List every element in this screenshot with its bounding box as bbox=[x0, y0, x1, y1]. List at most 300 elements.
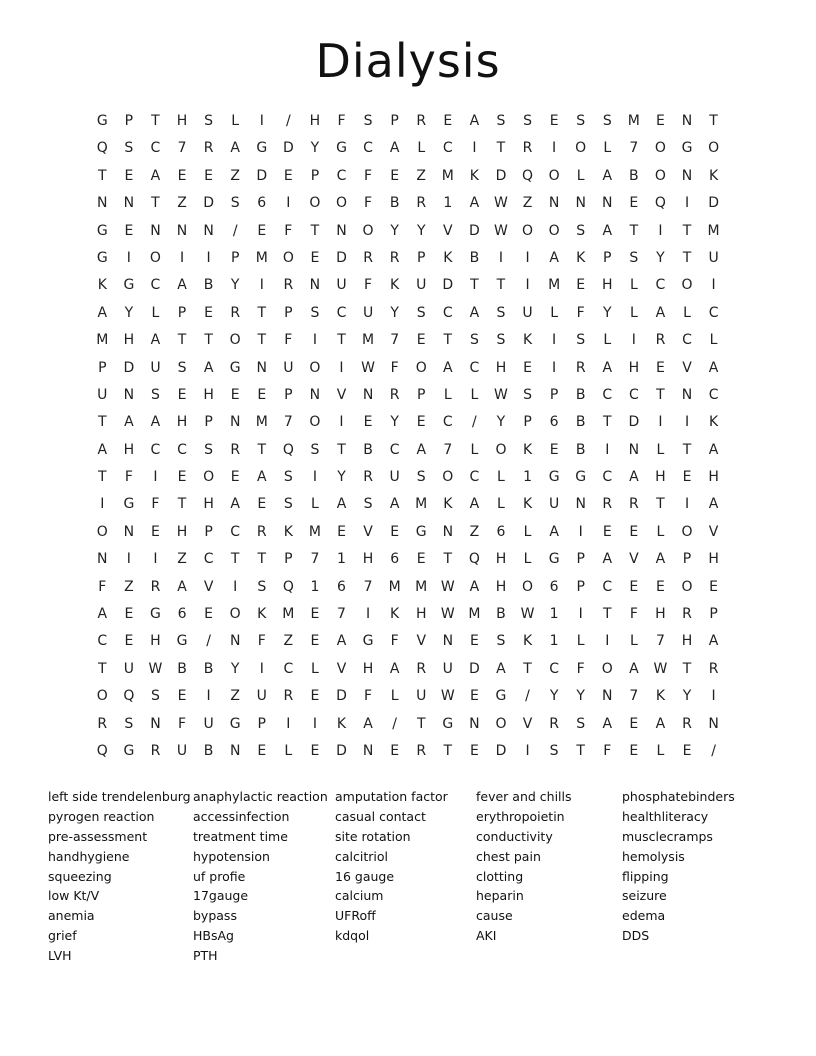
grid-letter: Y bbox=[390, 414, 399, 431]
grid-letter: E bbox=[629, 742, 639, 759]
grid-letter: P bbox=[230, 249, 240, 266]
grid-letter: R bbox=[363, 469, 373, 486]
grid-letter: T bbox=[257, 332, 267, 349]
grid-letter: T bbox=[443, 551, 453, 568]
grid-letter: B bbox=[203, 660, 214, 677]
grid-letter: V bbox=[203, 578, 214, 595]
grid-letter: O bbox=[681, 523, 693, 540]
grid-letter: I bbox=[312, 715, 317, 732]
grid-letter: I bbox=[312, 469, 317, 486]
grid-letter: E bbox=[656, 113, 665, 129]
grid-letter: E bbox=[469, 633, 479, 650]
grid-letter: M bbox=[468, 606, 481, 623]
grid-letter: E bbox=[124, 633, 134, 650]
grid-letter: O bbox=[282, 249, 294, 266]
grid-letter: H bbox=[602, 277, 613, 294]
word-list-item: pre-assessment bbox=[48, 828, 148, 844]
grid-letter: L bbox=[523, 551, 532, 568]
grid-letter: R bbox=[389, 249, 400, 266]
grid-letter: R bbox=[283, 277, 294, 294]
grid-letter: T bbox=[629, 222, 639, 239]
grid-letter: Y bbox=[576, 688, 585, 705]
grid-letter: W bbox=[440, 606, 455, 623]
grid-letter: N bbox=[575, 496, 586, 513]
grid-letter: G bbox=[548, 469, 560, 486]
word-list-item: chest pain bbox=[476, 848, 541, 864]
word-list-item: grief bbox=[48, 927, 77, 943]
grid-letter: G bbox=[123, 496, 135, 513]
word-list-item: accessinfection bbox=[193, 809, 290, 825]
grid-letter: T bbox=[470, 277, 479, 294]
word-list-column bbox=[335, 787, 476, 965]
grid-letter: D bbox=[282, 140, 294, 157]
grid-letter: T bbox=[257, 551, 267, 568]
grid-letter: U bbox=[522, 304, 533, 321]
grid-letter: C bbox=[442, 414, 453, 431]
word-list-item: anaphylactic reaction bbox=[193, 789, 328, 805]
grid-letter: H bbox=[176, 414, 188, 431]
grid-letter: V bbox=[336, 660, 347, 677]
word-list-item: edema bbox=[622, 908, 666, 924]
grid-letter: C bbox=[708, 386, 719, 403]
grid-letter: R bbox=[416, 660, 427, 677]
grid-letter: U bbox=[362, 304, 374, 321]
grid-letter: S bbox=[177, 359, 187, 376]
grid-letter: H bbox=[362, 660, 374, 677]
grid-letter: E bbox=[310, 249, 320, 266]
grid-letter: F bbox=[629, 606, 638, 623]
grid-letter: N bbox=[309, 386, 321, 403]
grid-letter: E bbox=[151, 523, 160, 540]
grid-letter: N bbox=[97, 551, 108, 568]
grid-letter: L bbox=[629, 304, 638, 321]
grid-letter: I bbox=[631, 332, 636, 349]
grid-letter: G bbox=[548, 551, 560, 568]
grid-letter: Q bbox=[96, 742, 108, 759]
grid-letter: / bbox=[472, 414, 477, 431]
grid-letter: D bbox=[468, 222, 480, 239]
grid-letter: Z bbox=[283, 633, 294, 650]
grid-letter: R bbox=[682, 606, 692, 623]
grid-letter: E bbox=[310, 606, 320, 623]
grid-letter: C bbox=[283, 660, 294, 677]
grid-letter: L bbox=[497, 496, 505, 513]
grid-letter: T bbox=[682, 441, 692, 458]
grid-letter: I bbox=[498, 249, 504, 266]
grid-row bbox=[89, 327, 727, 354]
grid-letter: E bbox=[283, 167, 293, 184]
grid-row bbox=[89, 628, 727, 655]
grid-letter: E bbox=[230, 469, 240, 486]
grid-letter: P bbox=[417, 249, 426, 266]
word-list bbox=[48, 787, 780, 965]
grid-letter: A bbox=[629, 660, 639, 677]
grid-letter: E bbox=[124, 167, 134, 184]
grid-letter: I bbox=[100, 496, 105, 513]
grid-letter: S bbox=[496, 633, 506, 650]
word-list-item: HBsAg bbox=[193, 927, 234, 943]
grid-row bbox=[89, 601, 727, 628]
grid-letter: C bbox=[389, 441, 400, 458]
grid-letter: E bbox=[204, 606, 214, 623]
grid-letter: U bbox=[389, 469, 400, 486]
grid-letter: P bbox=[124, 113, 134, 129]
grid-letter: 6 bbox=[257, 195, 267, 212]
grid-letter: B bbox=[496, 606, 506, 623]
grid-letter: A bbox=[708, 496, 719, 513]
grid-letter: I bbox=[472, 140, 477, 157]
grid-letter: S bbox=[283, 469, 293, 486]
grid-letter: O bbox=[309, 195, 321, 212]
grid-letter: L bbox=[231, 113, 240, 129]
grid-letter: C bbox=[150, 277, 161, 294]
grid-letter: H bbox=[415, 606, 427, 623]
grid-letter: / bbox=[285, 113, 291, 129]
word-list-item: amputation factor bbox=[335, 789, 448, 805]
grid-letter: D bbox=[336, 249, 347, 266]
grid-letter: O bbox=[548, 222, 560, 239]
grid-letter: I bbox=[126, 249, 131, 266]
grid-letter: F bbox=[576, 304, 585, 321]
grid-letter: S bbox=[576, 113, 586, 129]
grid-letter: H bbox=[655, 469, 666, 486]
grid-letter: R bbox=[203, 140, 214, 157]
grid-row bbox=[89, 355, 727, 382]
word-list-item: DDS bbox=[622, 927, 650, 943]
grid-letter: H bbox=[150, 633, 161, 650]
grid-letter: P bbox=[284, 386, 293, 403]
grid-letter: A bbox=[708, 441, 719, 458]
grid-letter: T bbox=[151, 195, 160, 212]
grid-letter: H bbox=[495, 578, 507, 595]
word-list-item: UFRoff bbox=[335, 908, 376, 924]
grid-letter: E bbox=[257, 386, 267, 403]
grid-letter: F bbox=[576, 660, 585, 677]
word-list-item: heparin bbox=[476, 888, 524, 904]
grid-letter: I bbox=[525, 277, 530, 294]
grid-letter: T bbox=[656, 496, 665, 513]
grid-letter: N bbox=[229, 633, 241, 650]
grid-letter: F bbox=[151, 496, 160, 513]
grid-letter: S bbox=[204, 441, 214, 458]
grid-letter: B bbox=[389, 195, 400, 212]
grid-letter: T bbox=[576, 742, 585, 759]
grid-letter: A bbox=[389, 496, 400, 513]
grid-letter: V bbox=[682, 359, 692, 376]
grid-letter: R bbox=[416, 195, 427, 212]
grid-letter: E bbox=[629, 195, 639, 212]
grid-letter: L bbox=[497, 469, 505, 486]
grid-letter: S bbox=[629, 249, 639, 266]
grid-letter: R bbox=[230, 304, 241, 321]
grid-letter: A bbox=[655, 715, 666, 732]
grid-row bbox=[89, 464, 727, 491]
word-list-item: 17gauge bbox=[193, 888, 249, 904]
grid-letter: T bbox=[98, 469, 107, 486]
grid-letter: D bbox=[495, 742, 507, 759]
grid-letter: C bbox=[655, 277, 666, 294]
grid-letter: L bbox=[550, 304, 559, 321]
grid-letter: O bbox=[601, 660, 613, 677]
grid-letter: L bbox=[656, 523, 665, 540]
grid-letter: P bbox=[204, 414, 213, 431]
word-list-item: clotting bbox=[476, 868, 524, 884]
grid-row bbox=[89, 108, 727, 135]
grid-letter: N bbox=[469, 715, 480, 732]
grid-letter: O bbox=[654, 140, 666, 157]
grid-letter: E bbox=[337, 523, 346, 540]
grid-letter: R bbox=[682, 715, 692, 732]
grid-letter: I bbox=[711, 688, 716, 705]
grid-letter: N bbox=[602, 195, 613, 212]
grid-letter: A bbox=[602, 167, 613, 184]
grid-letter: I bbox=[179, 249, 185, 266]
grid-letter: O bbox=[681, 578, 693, 595]
grid-letter: C bbox=[150, 441, 161, 458]
grid-letter: T bbox=[443, 742, 453, 759]
grid-letter: T bbox=[257, 304, 267, 321]
grid-letter: M bbox=[255, 414, 268, 431]
grid-letter: T bbox=[310, 222, 320, 239]
grid-letter: Y bbox=[310, 140, 320, 157]
grid-letter: M bbox=[707, 222, 720, 239]
grid-letter: B bbox=[575, 441, 586, 458]
grid-letter: I bbox=[658, 222, 663, 239]
grid-letter: C bbox=[97, 633, 108, 650]
grid-letter: L bbox=[151, 304, 160, 321]
word-list-item: 16 gauge bbox=[335, 868, 395, 884]
grid-letter: 7 bbox=[310, 551, 320, 568]
word-list-item: casual contact bbox=[335, 809, 426, 825]
grid-letter: Y bbox=[230, 277, 240, 294]
grid-letter: W bbox=[494, 195, 508, 212]
grid-letter: P bbox=[417, 386, 426, 403]
grid-letter: E bbox=[257, 496, 267, 513]
grid-letter: A bbox=[549, 523, 559, 540]
word-list-item: calcium bbox=[335, 888, 384, 904]
grid-letter: Z bbox=[124, 578, 134, 595]
word-list-item: AKI bbox=[476, 927, 497, 943]
grid-row bbox=[89, 409, 727, 436]
grid-letter: 7 bbox=[390, 332, 400, 349]
grid-letter: B bbox=[469, 249, 480, 266]
grid-letter: G bbox=[176, 633, 188, 650]
word-list-item: uf profie bbox=[193, 868, 246, 884]
grid-letter: F bbox=[364, 195, 373, 212]
grid-letter: M bbox=[96, 332, 109, 349]
grid-row bbox=[89, 272, 727, 299]
grid-letter: Y bbox=[602, 304, 612, 321]
grid-letter: R bbox=[230, 441, 241, 458]
grid-letter: H bbox=[176, 113, 188, 129]
grid-letter: K bbox=[708, 414, 719, 431]
grid-letter: R bbox=[389, 386, 400, 403]
grid-letter: 6 bbox=[390, 551, 400, 568]
grid-letter: C bbox=[336, 304, 347, 321]
grid-letter: O bbox=[229, 332, 241, 349]
grid-row bbox=[89, 738, 727, 765]
word-list-item: fever and chills bbox=[476, 789, 572, 805]
grid-letter: E bbox=[443, 113, 453, 129]
grid-letter: C bbox=[177, 441, 187, 458]
grid-letter: 6 bbox=[177, 606, 187, 623]
grid-letter: S bbox=[124, 140, 134, 157]
grid-letter: T bbox=[98, 660, 107, 677]
grid-letter: Q bbox=[468, 551, 480, 568]
grid-letter: A bbox=[469, 304, 480, 321]
grid-letter: P bbox=[682, 551, 692, 568]
grid-letter: I bbox=[153, 551, 158, 568]
grid-letter: B bbox=[575, 414, 586, 431]
grid-letter: R bbox=[150, 578, 161, 595]
grid-letter: V bbox=[416, 633, 427, 650]
grid-letter: K bbox=[283, 523, 293, 540]
grid-letter: S bbox=[124, 715, 134, 732]
grid-letter: H bbox=[362, 551, 374, 568]
word-list-item: left side trendelenburg bbox=[48, 789, 191, 805]
grid-letter: N bbox=[575, 195, 586, 212]
grid-letter: Q bbox=[282, 578, 294, 595]
word-list-item: low Kt/V bbox=[48, 888, 100, 904]
grid-letter: E bbox=[469, 742, 479, 759]
grid-letter: I bbox=[684, 195, 690, 212]
grid-letter: T bbox=[337, 332, 346, 349]
grid-letter: M bbox=[627, 113, 640, 129]
grid-letter: A bbox=[708, 633, 719, 650]
grid-letter: L bbox=[576, 633, 585, 650]
grid-letter: P bbox=[257, 715, 266, 732]
grid-letter: E bbox=[310, 633, 320, 650]
grid-letter: 7 bbox=[283, 414, 293, 431]
grid-letter: C bbox=[442, 304, 453, 321]
grid-letter: P bbox=[177, 304, 187, 321]
grid-letter: O bbox=[335, 195, 347, 212]
grid-letter: L bbox=[629, 633, 638, 650]
grid-letter: P bbox=[523, 414, 532, 431]
grid-letter: A bbox=[469, 496, 480, 513]
grid-letter: M bbox=[441, 167, 454, 184]
grid-letter: O bbox=[522, 222, 534, 239]
grid-letter: Q bbox=[282, 441, 294, 458]
grid-letter: S bbox=[257, 578, 267, 595]
grid-letter: F bbox=[98, 578, 107, 595]
grid-letter: S bbox=[576, 715, 586, 732]
grid-letter: U bbox=[256, 688, 267, 705]
grid-letter: W bbox=[494, 222, 508, 239]
grid-letter: A bbox=[336, 633, 347, 650]
grid-letter: T bbox=[709, 113, 718, 129]
grid-letter: O bbox=[708, 140, 720, 157]
grid-letter: A bbox=[469, 113, 480, 129]
grid-letter: D bbox=[442, 277, 454, 294]
grid-letter: C bbox=[150, 140, 161, 157]
grid-letter: I bbox=[286, 715, 291, 732]
grid-letter: K bbox=[522, 633, 533, 650]
grid-letter: H bbox=[123, 332, 135, 349]
grid-letter: A bbox=[602, 551, 613, 568]
grid-letter: U bbox=[150, 359, 161, 376]
grid-letter: G bbox=[442, 715, 454, 732]
grid-letter: I bbox=[605, 441, 610, 458]
grid-letter: U bbox=[442, 660, 453, 677]
grid-letter: 1 bbox=[523, 469, 532, 486]
grid-letter: 1 bbox=[310, 578, 320, 595]
grid-letter: B bbox=[629, 167, 639, 184]
grid-letter: A bbox=[230, 496, 240, 513]
grid-letter: S bbox=[204, 113, 214, 129]
grid-letter: O bbox=[309, 414, 321, 431]
grid-letter: F bbox=[284, 332, 293, 349]
grid-letter: T bbox=[337, 441, 346, 458]
grid-letter: N bbox=[256, 359, 267, 376]
grid-letter: 7 bbox=[629, 140, 639, 157]
grid-letter: C bbox=[363, 140, 373, 157]
grid-letter: G bbox=[362, 633, 374, 650]
grid-letter: Z bbox=[416, 167, 427, 184]
grid-letter: V bbox=[363, 523, 373, 540]
grid-letter: G bbox=[575, 469, 587, 486]
grid-letter: I bbox=[286, 195, 291, 212]
grid-letter: E bbox=[177, 469, 187, 486]
grid-letter: 7 bbox=[443, 441, 453, 458]
grid-row bbox=[89, 491, 727, 518]
grid-letter: S bbox=[310, 304, 320, 321]
grid-letter: L bbox=[470, 441, 479, 458]
grid-letter: R bbox=[708, 660, 719, 677]
grid-letter: P bbox=[98, 359, 107, 376]
grid-letter: D bbox=[708, 195, 719, 212]
word-list-item: handhygiene bbox=[48, 848, 130, 864]
grid-letter: 6 bbox=[549, 578, 559, 595]
grid-letter: A bbox=[443, 359, 453, 376]
word-list-item: hemolysis bbox=[622, 848, 685, 864]
grid-letter: 1 bbox=[443, 195, 453, 212]
grid-letter: K bbox=[469, 167, 479, 184]
grid-letter: A bbox=[629, 469, 639, 486]
grid-letter: F bbox=[390, 633, 399, 650]
grid-letter: E bbox=[682, 742, 692, 759]
grid-letter: E bbox=[310, 742, 320, 759]
grid-letter: R bbox=[628, 496, 639, 513]
word-list-item: pyrogen reaction bbox=[48, 809, 155, 825]
grid-letter: A bbox=[655, 304, 666, 321]
grid-letter: N bbox=[97, 195, 108, 212]
grid-letter: E bbox=[416, 332, 426, 349]
grid-letter: A bbox=[97, 606, 108, 623]
grid-letter: H bbox=[495, 359, 507, 376]
grid-row bbox=[89, 218, 727, 245]
grid-letter: A bbox=[363, 715, 373, 732]
grid-letter: L bbox=[603, 332, 612, 349]
grid-letter: T bbox=[257, 441, 267, 458]
grid-letter: B bbox=[203, 742, 214, 759]
word-list-column bbox=[622, 787, 735, 965]
grid-letter: N bbox=[442, 523, 454, 540]
grid-letter: W bbox=[440, 688, 455, 705]
grid-letter: D bbox=[256, 167, 268, 184]
grid-letter: M bbox=[415, 578, 428, 595]
grid-letter: / bbox=[525, 688, 530, 705]
grid-letter: K bbox=[336, 715, 347, 732]
grid-letter: Z bbox=[230, 688, 240, 705]
grid-letter: O bbox=[415, 359, 427, 376]
grid-row bbox=[89, 163, 727, 190]
grid-letter: V bbox=[336, 386, 347, 403]
grid-letter: O bbox=[681, 277, 693, 294]
grid-letter: Y bbox=[416, 222, 426, 239]
grid-letter: O bbox=[495, 441, 507, 458]
grid-letter: N bbox=[602, 688, 613, 705]
